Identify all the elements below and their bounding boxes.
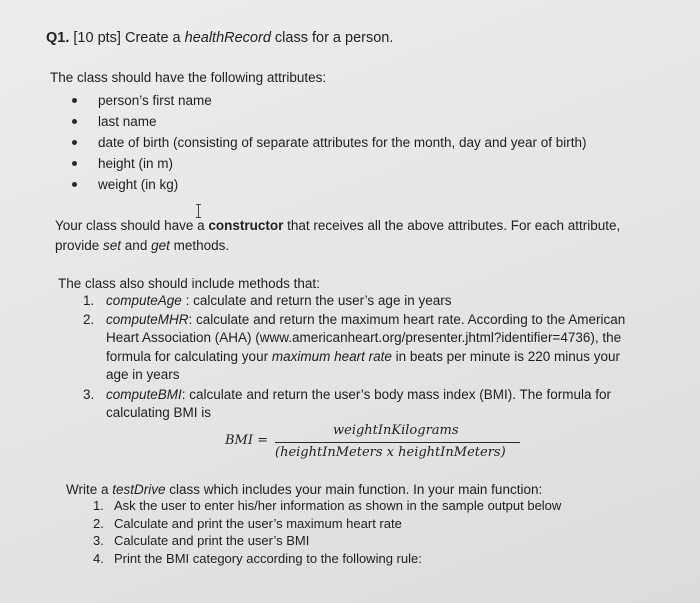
attribute-text: height (in m) (98, 156, 174, 171)
constructor-paragraph (55, 216, 620, 256)
constructor-line-2: provide set and get methods. (55, 238, 230, 253)
formula-lhs: BMI = (225, 433, 269, 448)
method-item: 3. computeBMI: calculate and return the user’s body mass index (BMI). The formula for calculating BMI is (83, 386, 611, 420)
testdrive-list (93, 497, 561, 567)
question-points: [10 pts] Create a (73, 30, 185, 46)
attribute-text: person’s first name (98, 93, 212, 108)
bmi-formula (225, 423, 525, 463)
method-name: computeMHR (106, 311, 189, 327)
attributes-list (72, 90, 587, 195)
attribute-item (72, 153, 587, 174)
attribute-item (72, 132, 587, 153)
question-title-rest: class for a person. (270, 30, 394, 46)
testdrive-item: 4. Print the BMI category according to the following rule: (93, 550, 422, 566)
bullet-icon (72, 161, 77, 166)
methods-list (83, 292, 625, 423)
constructor-keyword: constructor (208, 218, 284, 233)
attributes-intro: The class should have the following attributes: (50, 70, 327, 85)
question-number: Q1. (46, 30, 70, 46)
method-item: 2. computeMHR: calculate and return the maximum heart rate. According to the American Heart Association (AHA) (www.americanheart.org/presenter.jhtml?identifier=4736), the formula for calculating your maximum heart rate in beats per minute is 220 minus your age in years (83, 311, 626, 382)
attribute-item (72, 111, 587, 132)
attribute-item (72, 174, 587, 195)
question-title (46, 29, 393, 47)
testdrive-item: 1. Ask the user to enter his/her information as shown in the sample output below (93, 498, 562, 513)
formula-denominator: (heightInMeters x heightInMeters) (275, 445, 506, 460)
bullet-icon (72, 98, 77, 103)
method-name: computeBMI (106, 386, 182, 402)
bullet-icon (72, 119, 77, 124)
bullet-icon (72, 140, 77, 145)
attribute-text: date of birth (consisting of separate attributes for the month, day and year of birth) (98, 135, 587, 150)
constructor-line-1: Your class should have a constructor that receives all the above attributes. For each attribute, (55, 218, 621, 233)
question-class-name: healthRecord (184, 30, 271, 46)
methods-intro: The class also should include methods that: (58, 276, 320, 291)
attribute-item (72, 90, 587, 111)
bullet-icon (72, 182, 77, 187)
testdrive-item: 3. Calculate and print the user’s BMI (93, 533, 310, 548)
formula-numerator: weightInKilograms (333, 423, 459, 438)
testdrive-class-name: testDrive (112, 482, 166, 497)
method-name: computeAge (106, 293, 182, 308)
method-item: 1. computeAge : calculate and return the user’s age in years (83, 293, 452, 308)
testdrive-intro: Write a testDrive class which includes your main function. In your main function: (66, 482, 543, 497)
testdrive-item: 2. Calculate and print the user’s maximum heart rate (93, 515, 402, 531)
fraction-bar (275, 442, 520, 443)
attribute-text: weight (in kg) (98, 177, 179, 192)
attribute-text: last name (98, 114, 157, 129)
